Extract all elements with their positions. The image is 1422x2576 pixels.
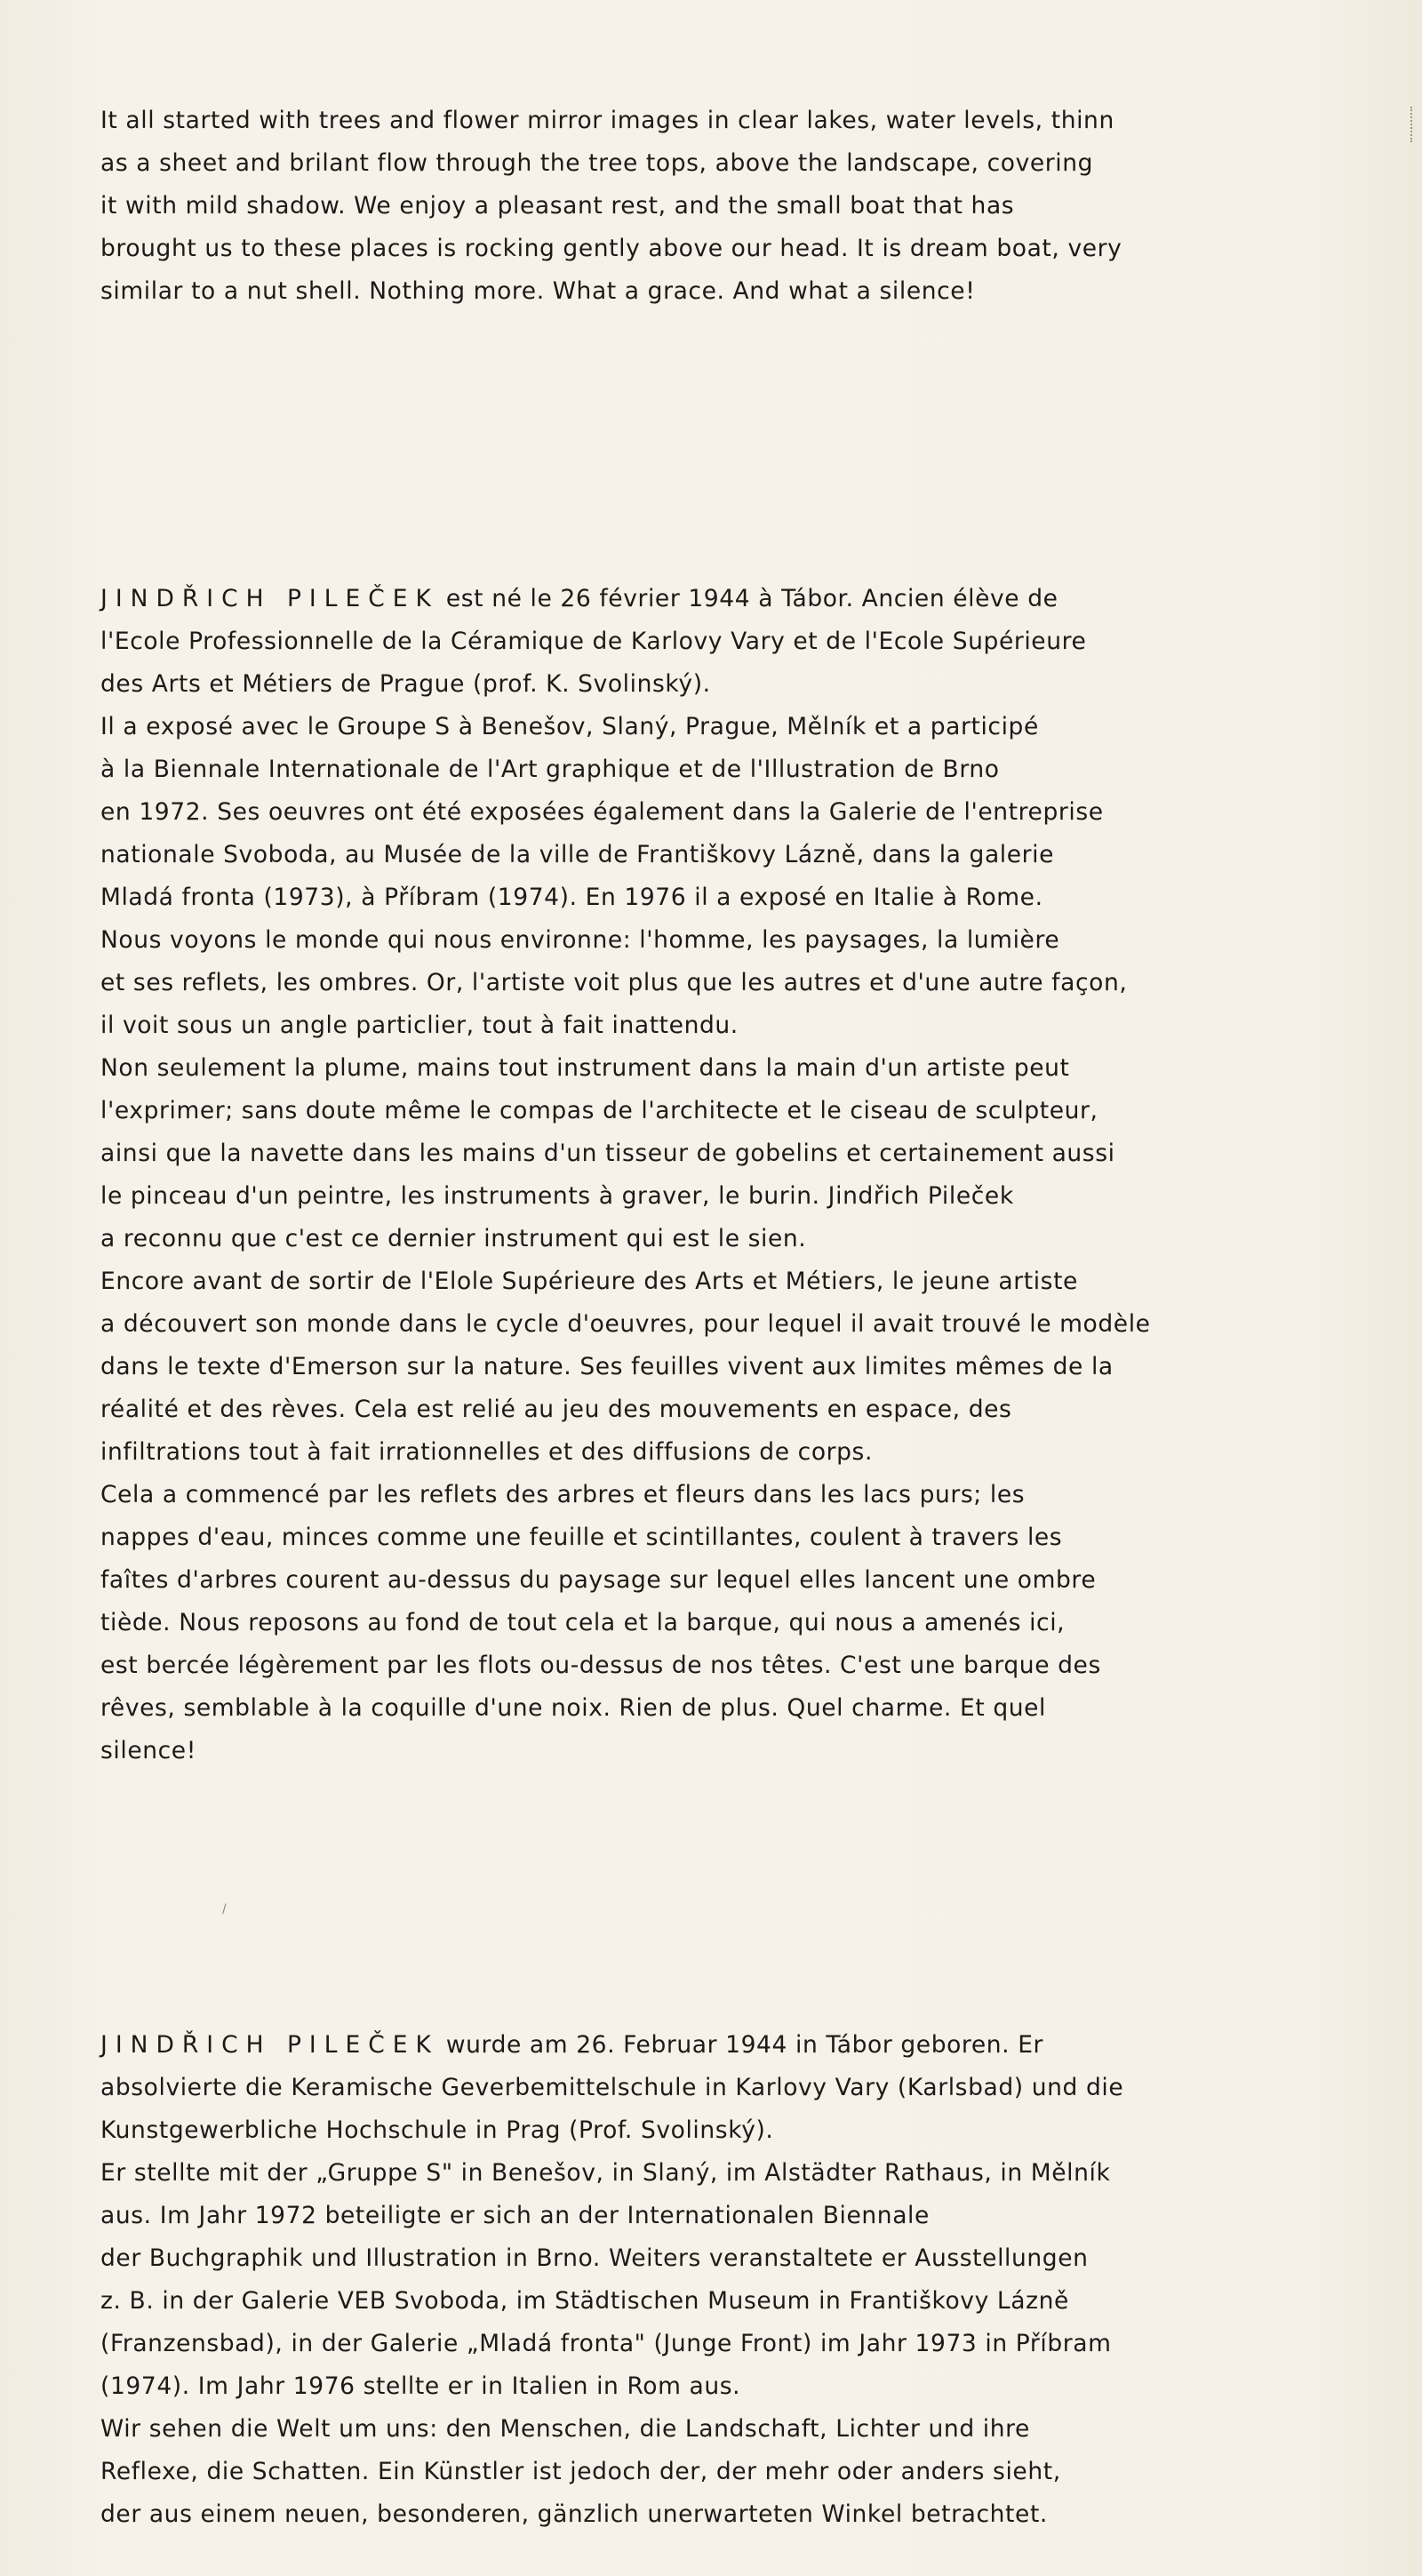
- french-line: tiède. Nous reposons au fond de tout cela et la barque, qui nous a amenés ici,: [100, 1609, 1066, 1636]
- french-first-line-text: est né le 26 février 1944 à Tábor. Ancien élève de: [445, 585, 1059, 612]
- french-line: Encore avant de sortir de l'Elole Supérieure des Arts et Métiers, le jeune artiste: [100, 1268, 1078, 1295]
- german-first-line: [100, 2024, 1345, 2067]
- german-line: Reflexe, die Schatten. Ein Künstler ist jedoch der, der mehr oder anders sieht,: [100, 2458, 1061, 2485]
- german-line: der Buchgraphik und Illustration in Brno. Weiters veranstaltete er Ausstellungen: [100, 2244, 1089, 2272]
- english-line: as a sheet and brilant flow through the tree tops, above the landscape, covering: [100, 149, 1094, 177]
- french-line: Non seulement la plume, mains tout instrument dans la main d'un artiste peut: [100, 1054, 1070, 1082]
- french-first-line: [100, 578, 1345, 620]
- german-line: absolvierte die Keramische Geverbemittelschule in Karlovy Vary (Karlsbad) und die: [100, 2074, 1124, 2101]
- french-line: Mladá fronta (1973), à Příbram (1974). En 1976 il a exposé en Italie à Rome.: [100, 884, 1043, 911]
- french-line: rêves, semblable à la coquille d'une noix. Rien de plus. Quel charme. Et quel: [100, 1694, 1047, 1722]
- french-section: [100, 578, 1345, 1772]
- french-line: dans le texte d'Emerson sur la nature. Ses feuilles vivent aux limites mêmes de la: [100, 1353, 1114, 1380]
- french-line: est bercée légèrement par les flots ou-dessus de nos têtes. C'est une barque des: [100, 1652, 1101, 1679]
- french-line: réalité et des rèves. Cela est relié au jeu des mouvements en espace, des: [100, 1396, 1012, 1423]
- french-line: nappes d'eau, minces comme une feuille et scintillantes, coulent à travers les: [100, 1524, 1063, 1551]
- english-line: similar to a nut shell. Nothing more. What a grace. And what a silence!: [100, 277, 976, 305]
- french-line: à la Biennale Internationale de l'Art graphique et de l'Illustration de Brno: [100, 756, 1000, 783]
- french-line: silence!: [100, 1737, 196, 1764]
- german-line: Er stellte mit der „Gruppe S" in Benešov, in Slaný, im Alstädter Rathaus, in Mělník: [100, 2159, 1111, 2187]
- german-line: aus. Im Jahr 1972 beteiligte er sich an der Internationalen Biennale: [100, 2202, 930, 2229]
- french-line: l'exprimer; sans doute même le compas de l'architecte et le ciseau de sculpteur,: [100, 1097, 1098, 1124]
- german-line: Wir sehen die Welt um uns: den Menschen, die Landschaft, Lichter und ihre: [100, 2415, 1030, 2443]
- english-line: it with mild shadow. We enjoy a pleasant rest, and the small boat that has: [100, 192, 1015, 220]
- french-line: Il a exposé avec le Groupe S à Benešov, Slaný, Prague, Mělník et a participé: [100, 713, 1039, 740]
- german-line: Kunstgewerbliche Hochschule in Prag (Prof. Svolinský).: [100, 2116, 774, 2144]
- english-paragraph: [100, 100, 1345, 313]
- artist-name-french: JINDŘICH PILEČEK: [100, 585, 439, 612]
- page-edge-marks: [1410, 107, 1415, 142]
- french-line: faîtes d'arbres courent au-dessus du paysage sur lequel elles lancent une ombre: [100, 1566, 1097, 1594]
- stray-mark: /: [222, 1902, 227, 1916]
- german-section: [100, 2024, 1345, 2536]
- german-line: der aus einem neuen, besonderen, gänzlich unerwarteten Winkel betrachtet.: [100, 2500, 1048, 2528]
- french-line: en 1972. Ses oeuvres ont été exposées également dans la Galerie de l'entreprise: [100, 798, 1104, 826]
- french-line: Nous voyons le monde qui nous environne: l'homme, les paysages, la lumière: [100, 926, 1060, 954]
- french-line: l'Ecole Professionnelle de la Céramique de Karlovy Vary et de l'Ecole Supérieure: [100, 628, 1087, 655]
- french-line: infiltrations tout à fait irrationnelles et des diffusions de corps.: [100, 1438, 873, 1466]
- french-line: Cela a commencé par les reflets des arbres et fleurs dans les lacs purs; les: [100, 1481, 1026, 1508]
- french-line: et ses reflets, les ombres. Or, l'artiste voit plus que les autres et d'une autre façon,: [100, 969, 1128, 996]
- english-line: It all started with trees and flower mirror images in clear lakes, water levels, thinn: [100, 107, 1114, 134]
- french-line: a découvert son monde dans le cycle d'oeuvres, pour lequel il avait trouvé le modèle: [100, 1310, 1151, 1338]
- french-line: le pinceau d'un peintre, les instruments à graver, le burin. Jindřich Pileček: [100, 1182, 1014, 1210]
- french-line: ainsi que la navette dans les mains d'un tisseur de gobelins et certainement aussi: [100, 1140, 1115, 1167]
- german-first-line-text: wurde am 26. Februar 1944 in Tábor geboren. Er: [445, 2031, 1044, 2059]
- french-line: des Arts et Métiers de Prague (prof. K. Svolinský).: [100, 670, 711, 698]
- german-line: z. B. in der Galerie VEB Svoboda, im Städtischen Museum in Františkovy Lázně: [100, 2287, 1069, 2315]
- french-line: a reconnu que c'est ce dernier instrument qui est le sien.: [100, 1225, 807, 1252]
- english-line: brought us to these places is rocking gently above our head. It is dream boat, very: [100, 235, 1122, 262]
- french-line: nationale Svoboda, au Musée de la ville de Františkovy Lázně, dans la galerie: [100, 841, 1055, 868]
- german-line: (Franzensbad), in der Galerie „Mladá fronta" (Junge Front) im Jahr 1973 in Příbram: [100, 2330, 1112, 2357]
- artist-name-german: JINDŘICH PILEČEK: [100, 2031, 439, 2059]
- german-line: (1974). Im Jahr 1976 stellte er in Italien in Rom aus.: [100, 2372, 741, 2400]
- french-line: il voit sous un angle particlier, tout à fait inattendu.: [100, 1012, 739, 1039]
